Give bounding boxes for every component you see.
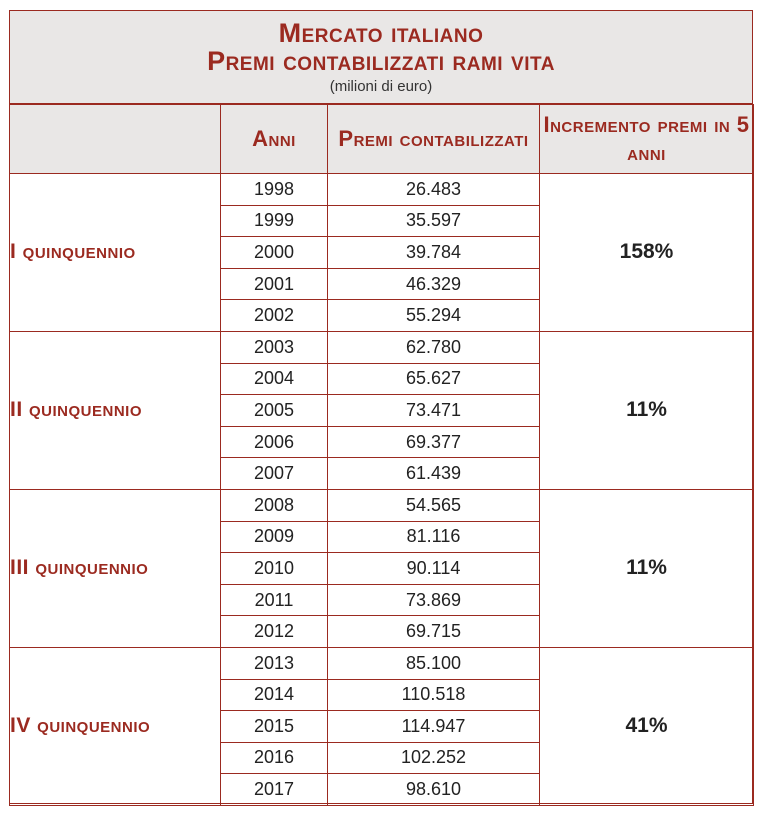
- increment-cell: 11%: [540, 489, 754, 647]
- header-premi-label: Premi contabilizzati: [338, 126, 529, 151]
- premi-cell: 39.784: [328, 237, 540, 269]
- year-cell: 2002: [221, 300, 328, 332]
- year-cell: 2009: [221, 521, 328, 553]
- year-cell: 2007: [221, 458, 328, 490]
- year-cell: 1999: [221, 205, 328, 237]
- header-anni: Anni: [221, 105, 328, 174]
- premi-cell: 81.116: [328, 521, 540, 553]
- premi-cell: 102.252: [328, 742, 540, 774]
- increment-cell: 41%: [540, 647, 754, 805]
- premi-cell: 69.715: [328, 616, 540, 648]
- premi-cell: 26.483: [328, 174, 540, 206]
- year-cell: 2013: [221, 647, 328, 679]
- period-label: I quinquennio: [10, 174, 221, 332]
- year-cell: 2015: [221, 711, 328, 743]
- premi-cell: 65.627: [328, 363, 540, 395]
- year-cell: 1998: [221, 174, 328, 206]
- year-cell: 2011: [221, 584, 328, 616]
- year-cell: 2008: [221, 489, 328, 521]
- premi-cell: 110.518: [328, 679, 540, 711]
- year-cell: 2003: [221, 331, 328, 363]
- premi-cell: 54.565: [328, 489, 540, 521]
- increment-cell: 11%: [540, 331, 754, 489]
- subtitle: (milioni di euro): [329, 78, 433, 95]
- year-cell: 2005: [221, 395, 328, 427]
- period-label: III quinquennio: [10, 489, 221, 647]
- title-line-1: Mercato italiano: [278, 18, 484, 48]
- premi-cell: 114.947: [328, 711, 540, 743]
- period-label: IV quinquennio: [10, 647, 221, 805]
- outer-frame: [9, 10, 753, 804]
- year-cell: 2001: [221, 268, 328, 300]
- title-line-2: Premi contabilizzati rami vita: [207, 46, 555, 76]
- premi-cell: 90.114: [328, 553, 540, 585]
- premi-cell: 55.294: [328, 300, 540, 332]
- increment-cell: 158%: [540, 174, 754, 332]
- premi-cell: 69.377: [328, 426, 540, 458]
- premi-cell: 73.869: [328, 584, 540, 616]
- premi-cell: 73.471: [328, 395, 540, 427]
- premi-cell: 35.597: [328, 205, 540, 237]
- year-cell: 2006: [221, 426, 328, 458]
- premi-cell: 85.100: [328, 647, 540, 679]
- year-cell: 2004: [221, 363, 328, 395]
- year-cell: 2016: [221, 742, 328, 774]
- header-incremento-label: Incremento premi in 5 anni: [543, 112, 750, 165]
- year-cell: 2010: [221, 553, 328, 585]
- premi-cell: 98.610: [328, 774, 540, 806]
- period-label: II quinquennio: [10, 331, 221, 489]
- year-cell: 2017: [221, 774, 328, 806]
- premi-cell: 46.329: [328, 268, 540, 300]
- premi-cell: 62.780: [328, 331, 540, 363]
- premi-cell: 61.439: [328, 458, 540, 490]
- year-cell: 2000: [221, 237, 328, 269]
- year-cell: 2014: [221, 679, 328, 711]
- year-cell: 2012: [221, 616, 328, 648]
